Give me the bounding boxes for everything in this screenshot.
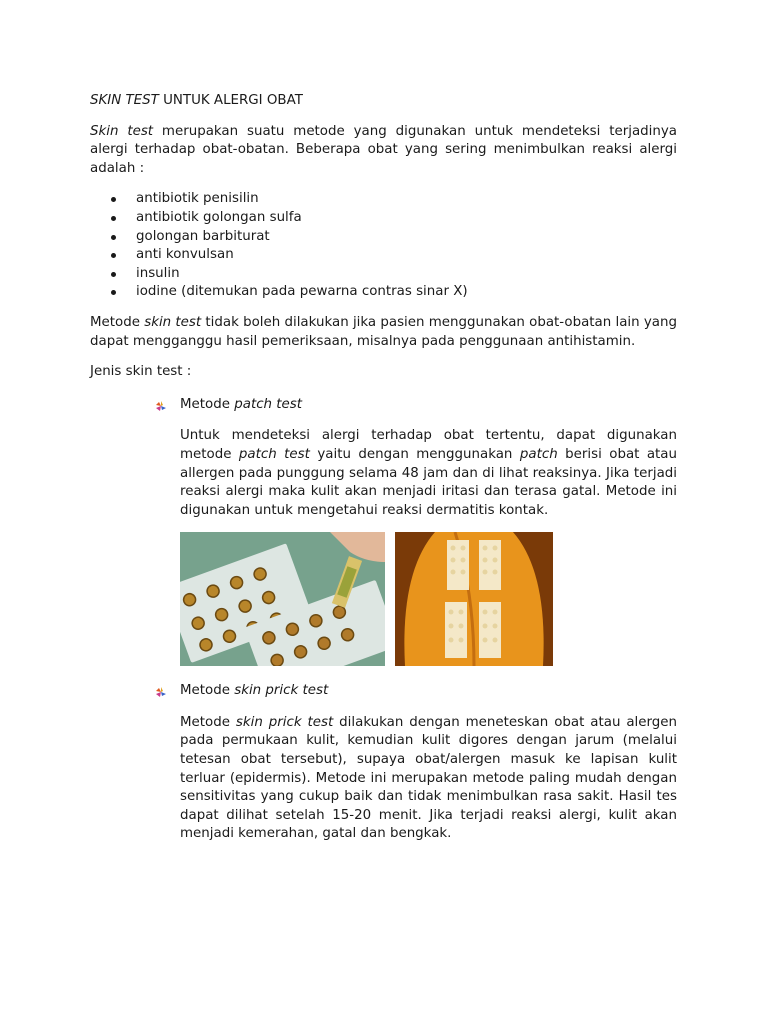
list-item: golongan barbiturat xyxy=(136,228,677,247)
skin-prick-test-heading: Metode skin prick test xyxy=(180,682,677,701)
list-item: insulin xyxy=(136,265,677,284)
bullet-arrow-icon xyxy=(156,687,166,697)
document-title: SKIN TEST UNTUK ALERGI OBAT xyxy=(90,93,303,108)
back-patch-photo xyxy=(395,532,553,666)
list-item: antibiotik golongan sulfa xyxy=(136,209,677,228)
skin-prick-test-description: Metode skin prick test dilakukan dengan meneteskan obat atau alergen pada permukaan kulit, kemudian kulit digores dengan jarum (melalui tetesan obat tersebut), supaya obat/alergen masuk ke lapisan kulit terluar (epidermis). Metode ini merupakan metode paling mudah dengan sensitivitas yang cukup baik dan tidak menimbulkan rasa sakit. Hasil tes dapat dilihat setelah 15-20 menit. Jika terjadi reaksi alergi, kulit akan menjadi kemerahan, gatal dan bengkak. xyxy=(180,714,678,842)
intro-paragraph: Skin test merupakan suatu metode yang digunakan untuk mendeteksi terjadinya alergi terhadap obat-obatan. Beberapa obat yang sering menimbulkan reaksi alergi adalah : xyxy=(90,123,678,176)
patch-test-description: Untuk mendeteksi alergi terhadap obat tertentu, dapat digunakan metode patch test yaitu dengan menggunakan patch berisi obat atau allergen pada punggung selama 48 jam dan di lihat reaksinya. Jika terjadi reaksi alergi maka kulit akan menjadi iritasi dan terasa gatal. Metode ini digunakan untuk mengetahui reaksi dermatitis kontak. xyxy=(180,428,677,518)
drug-list xyxy=(90,190,677,302)
types-heading: Jenis skin test : xyxy=(90,364,192,380)
bullet-arrow-icon xyxy=(156,401,166,411)
skin-prick-test-section xyxy=(90,682,677,844)
patch-test-heading: Metode patch test xyxy=(180,396,677,415)
contraindication-paragraph: Metode skin test tidak boleh dilakukan jika pasien menggunakan obat-obatan lain yang dapat mengganggu hasil pemeriksaan, misalnya pada penggunaan antihistamin. xyxy=(90,314,677,349)
list-item: antibiotik penisilin xyxy=(136,190,677,209)
document-page xyxy=(90,92,677,856)
patch-test-section xyxy=(90,396,677,667)
patch-test-photos xyxy=(180,532,677,666)
patch-chamber-photo xyxy=(180,532,385,666)
list-item: iodine (ditemukan pada pewarna contras sinar X) xyxy=(136,283,677,302)
list-item: anti konvulsan xyxy=(136,246,677,265)
